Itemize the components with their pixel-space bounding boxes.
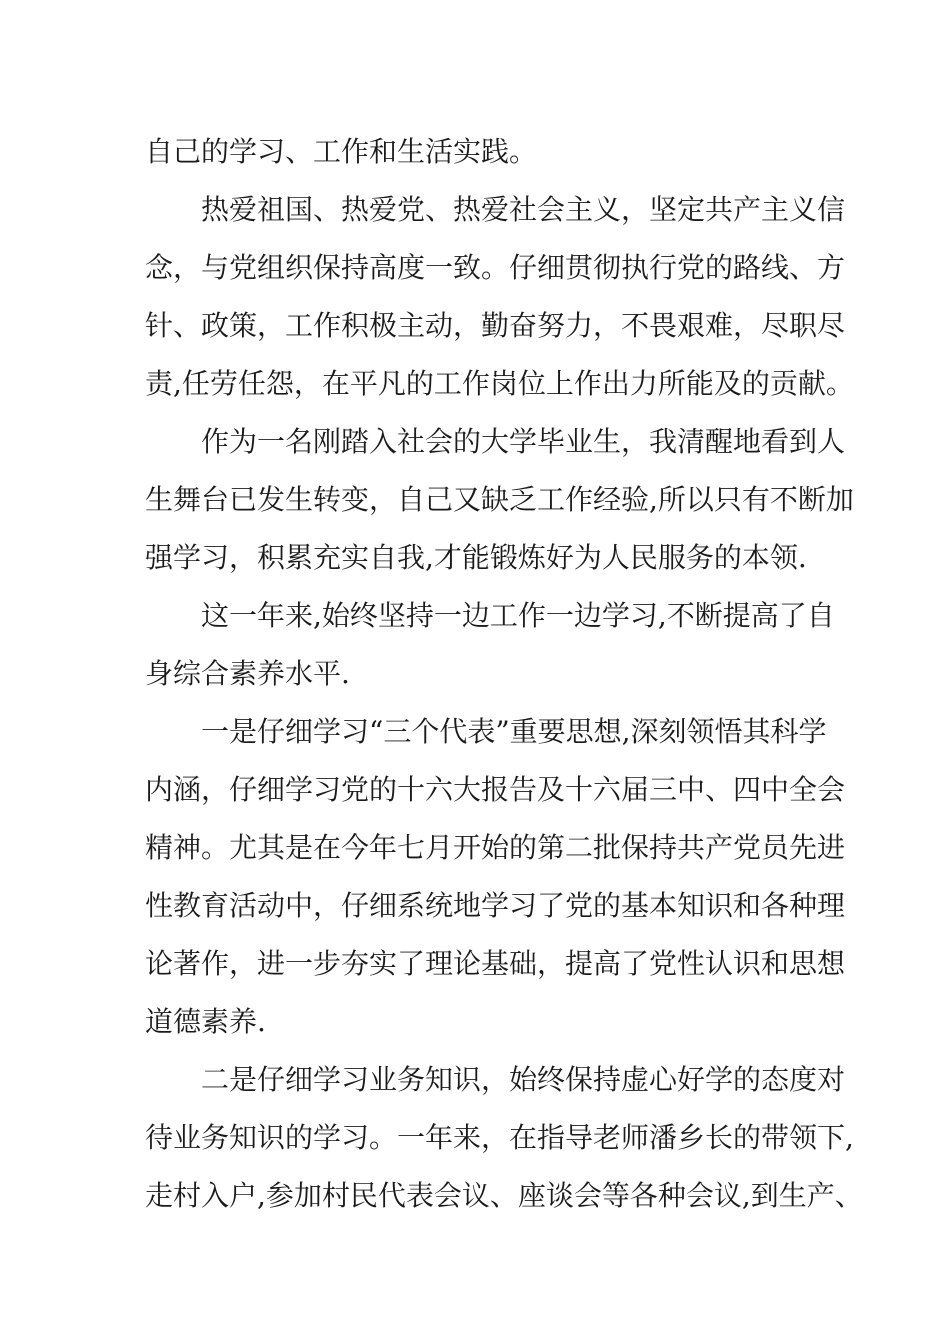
paragraph-first-line: 二是仔细学习业务知识，始终保持虚心好学的态度对 [201, 1063, 846, 1096]
text-line: 身综合素养水平. [145, 657, 350, 690]
text-line: 强学习，积累充实自我,才能锻炼好为人民服务的本领. [145, 541, 807, 574]
text-line: 责,任劳任怨，在平凡的工作岗位上作出力所能及的贡献。 [145, 367, 854, 400]
text-line: 道德素养. [145, 1005, 266, 1038]
paragraph-first-line: 一是仔细学习“三个代表”重要思想,深刻领悟其科学 [201, 715, 827, 748]
text-line: 走村入户,参加村民代表会议、座谈会等各种会议,到生产、 [145, 1179, 863, 1212]
paragraph-first-line: 热爱祖国、热爱党、热爱社会主义，坚定共产主义信 [201, 193, 846, 226]
text-line: 针、政策，工作积极主动，勤奋努力，不畏艰难，尽职尽 [145, 309, 846, 342]
text-line: 精神。尤其是在今年七月开始的第二批保持共产党员先进 [145, 831, 846, 864]
text-line: 论著作，进一步夯实了理论基础，提高了党性认识和思想 [145, 947, 846, 980]
text-line: 念，与党组织保持高度一致。仔细贯彻执行党的路线、方 [145, 251, 846, 284]
text-line: 待业务知识的学习。一年来，在指导老师潘乡长的带领下, [145, 1121, 854, 1154]
text-line: 生舞台已发生转变，自己又缺乏工作经验,所以只有不断加 [145, 483, 854, 516]
paragraph-first-line: 作为一名刚踏入社会的大学毕业生，我清醒地看到人 [201, 425, 846, 458]
text-line: 性教育活动中，仔细系统地学习了党的基本知识和各种理 [145, 889, 846, 922]
text-line: 自己的学习、工作和生活实践。 [145, 135, 538, 168]
paragraph-first-line: 这一年来,始终坚持一边工作一边学习,不断提高了自 [201, 599, 835, 632]
text-line: 内涵，仔细学习党的十六大报告及十六届三中、四中全会 [145, 773, 846, 806]
